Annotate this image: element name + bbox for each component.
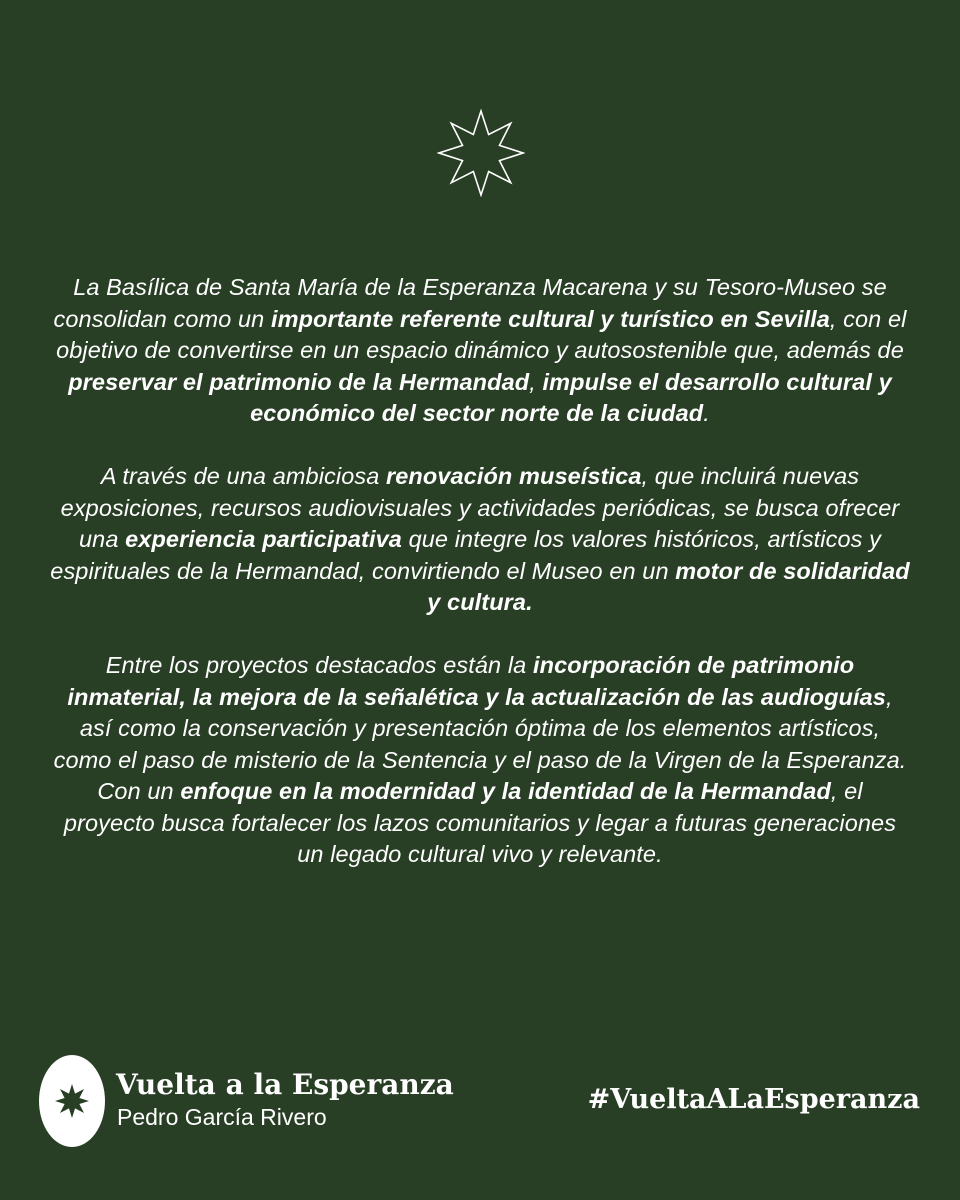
paragraph-text: , así como la conservación y presentación óptima de los elementos artísticos, como el paso de misterio de la Sentencia y el paso de la Virgen de la Esperanza. Con un	[53, 683, 907, 804]
emphasis-text: impulse el desarrollo cultural y económico del sector norte de la ciudad	[250, 368, 892, 426]
star-outline-icon	[437, 109, 525, 197]
paragraph-3	[50, 650, 910, 871]
brand-subtitle: Pedro García Rivero	[117, 1104, 327, 1130]
emphasis-text: preservar el patrimonio de la Hermandad	[68, 368, 530, 395]
paragraph-text: , que incluirá nuevas exposiciones, recursos audiovisuales y actividades periódicas, se busca ofrecer una	[60, 463, 900, 552]
paragraph-text: que integre los valores históricos, artísticos y espirituales de la Hermandad, convirtiendo el Museo en un	[50, 526, 881, 584]
emphasis-text: incorporación de patrimonio inmaterial, la mejora de la señalética y la actualización de las audioguías	[67, 652, 886, 710]
emphasis-text: importante referente cultural y turístico en Sevilla	[270, 305, 830, 332]
paragraph-text: , el proyecto busca fortalecer los lazos comunitarios y legar a futuras generaciones un legado cultural vivo y relevante.	[63, 778, 897, 867]
paragraph-1	[50, 272, 910, 430]
paragraph-text: La Basílica de Santa María de la Esperanza Macarena y su Tesoro-Museo se consolidan como un	[53, 274, 887, 332]
paragraph-text: , con el objetivo de convertirse en un espacio dinámico y autosostenible que, además de	[56, 305, 907, 363]
star-solid-icon	[54, 1083, 90, 1119]
brand-title: Vuelta a la Esperanza	[116, 1068, 454, 1101]
hashtag: #VueltaALaEsperanza	[587, 1084, 920, 1115]
paragraph-text: A través de una ambiciosa	[100, 463, 387, 489]
paragraph-2	[50, 461, 910, 619]
paragraph-text: ,	[529, 368, 543, 395]
emphasis-text: renovación museística	[386, 463, 642, 489]
emphasis-text: motor de solidaridad y cultura.	[427, 557, 910, 615]
paragraph-text: Entre los proyectos destacados están la	[105, 652, 533, 678]
paragraph-text: .	[703, 400, 710, 426]
logo-badge	[39, 1055, 105, 1147]
body-text	[50, 272, 910, 902]
emphasis-text: enfoque en la modernidad y la identidad de la Hermandad	[180, 778, 831, 804]
emphasis-text: experiencia participativa	[125, 526, 402, 552]
